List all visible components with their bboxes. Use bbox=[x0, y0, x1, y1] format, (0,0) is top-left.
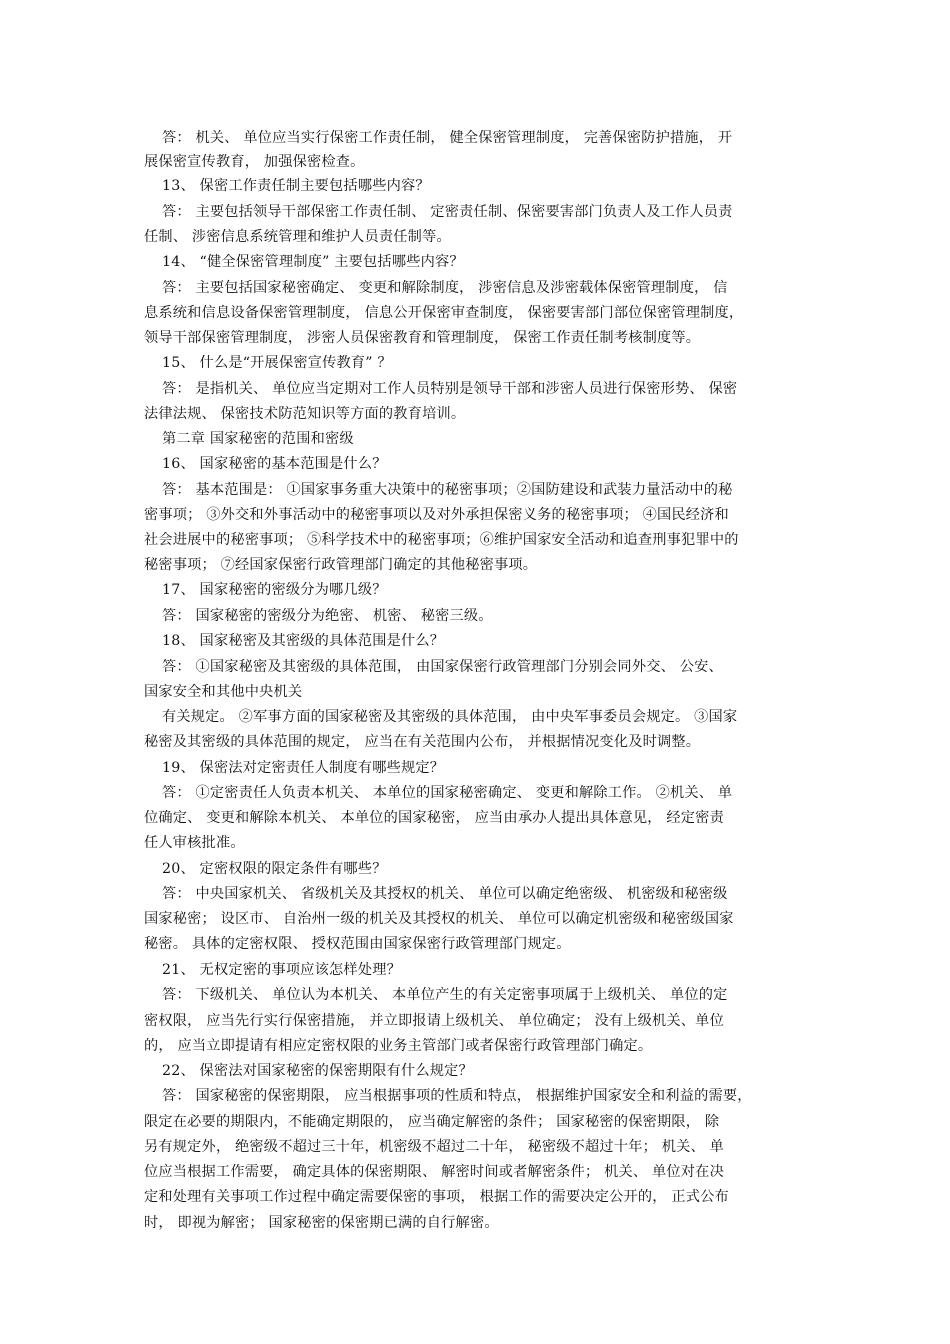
text-line: 时， 即视为解密； 国家秘密的保密期已满的自行解密。 bbox=[144, 1215, 499, 1231]
text-line: 秘密。 具体的定密权限、 授权范围由国家保密行政管理部门规定。 bbox=[144, 936, 571, 952]
text-line: 答： 中央国家机关、 省级机关及其授权的机关、 单位可以确定绝密级、 机密级和秘密级 bbox=[162, 886, 728, 902]
text-line: 21、 无权定密的事项应该怎样处理？ bbox=[162, 962, 401, 978]
text-line: 答： 机关、 单位应当实行保密工作责任制， 健全保密管理制度， 完善保密防护措施， 开 bbox=[162, 130, 733, 146]
text-line: 22、 保密法对国家秘密的保密期限有什么规定？ bbox=[162, 1063, 473, 1079]
text-line: 的， 应当立即提请有相应定密权限的业务主管部门或者保密行政管理部门确定。 bbox=[144, 1038, 653, 1054]
text-line: 位应当根据工作需要， 确定具体的保密期限、 解密时间或者解密条件； 机关、 单位对在决 bbox=[144, 1164, 724, 1180]
text-line: 答： 国家秘密的保密期限， 应当根据事项的性质和特点， 根据维护国家安全和利益的需要， bbox=[162, 1088, 752, 1104]
text-line: 法律法规、 保密技术防范知识等方面的教育培训。 bbox=[144, 406, 466, 422]
text-line: 13、 保密工作责任制主要包括哪些内容？ bbox=[162, 178, 430, 194]
text-line: 社会进展中的秘密事项； ⑤科学技术中的秘密事项；⑥维护国家安全活动和追查刑事犯罪中的 bbox=[144, 532, 739, 548]
text-line: 任制、 涉密信息系统管理和维护人员责任制等。 bbox=[144, 229, 451, 245]
text-line: 答： 下级机关、 单位认为本机关、 本单位产生的有关定密事项属于上级机关、 单位的定 bbox=[162, 987, 728, 1003]
text-line: 答： 是指机关、 单位应当定期对工作人员特别是领导干部和涉密人员进行保密形势、 保密 bbox=[162, 381, 738, 397]
text-line: 位确定、 变更和解除本机关、 本单位的国家秘密， 应当由承办人提出具体意见， 经定密责 bbox=[144, 810, 724, 826]
text-line: 密权限， 应当先行实行保密措施， 并立即报请上级机关、 单位确定； 没有上级机关、单位 bbox=[144, 1013, 724, 1029]
text-line: 任人审核批准。 bbox=[144, 835, 245, 851]
text-line: 展保密宣传教育， 加强保密检查。 bbox=[144, 154, 365, 170]
text-line: 答： ①国家秘密及其密级的具体范围， 由国家保密行政管理部门分别会同外交、 公安、 bbox=[162, 659, 723, 675]
text-line: 第二章 国家秘密的范围和密级 bbox=[162, 431, 354, 447]
text-line: 限定在必要的期限内，不能确定期限的， 应当确定解密的条件； 国家秘密的保密期限， 除 bbox=[144, 1114, 720, 1130]
text-line: 17、 国家秘密的密级分为哪几级？ bbox=[162, 582, 387, 598]
text-line: 18、 国家秘密及其密级的具体范围是什么？ bbox=[162, 633, 445, 649]
text-line: 20、 定密权限的限定条件有哪些？ bbox=[162, 861, 387, 877]
text-line: 15、 什么是“开展保密宣传教育” ？ bbox=[162, 355, 392, 371]
text-line: 息系统和信息设备保密管理制度， 信息公开保密审查制度， 保密要害部门部位保密管理制度， bbox=[144, 305, 744, 321]
text-line: 答： 主要包括国家秘密确定、 变更和解除制度， 涉密信息及涉密载体保密管理制度， 信 bbox=[162, 280, 728, 296]
text-line: 答： 基本范围是： ①国家事务重大决策中的秘密事项；②国防建设和武装力量活动中的秘 bbox=[162, 482, 733, 498]
text-line: 另有规定外， 绝密级不超过三十年，机密级不超过二十年， 秘密级不超过十年； 机关、 单 bbox=[144, 1139, 724, 1155]
text-line: 秘密事项； ⑦经国家保密行政管理部门确定的其他秘密事项。 bbox=[144, 557, 538, 573]
text-line: 领导干部保密管理制度， 涉密人员保密教育和管理制度， 保密工作责任制考核制度等。 bbox=[144, 330, 701, 346]
text-line: 国家安全和其他中央机关 bbox=[144, 684, 303, 700]
text-line: 定和处理有关事项工作过程中确定需要保密的事项， 根据工作的需要决定公开的， 正式公布 bbox=[144, 1189, 729, 1205]
text-line: 秘密及其密级的具体范围的规定， 应当在有关范围内公布， 并根据情况变化及时调整。 bbox=[144, 734, 701, 750]
text-line: 19、 保密法对定密责任人制度有哪些规定？ bbox=[162, 760, 445, 776]
text-line: 国家秘密； 设区市、 自治州一级的机关及其授权的机关、 单位可以确定机密级和秘密级国家 bbox=[144, 911, 734, 927]
text-line: 密事项； ③外交和外事活动中的秘密事项以及对外承担保密义务的秘密事项； ④国民经济和 bbox=[144, 507, 729, 523]
text-line: 答： 主要包括领导干部保密工作责任制、 定密责任制、保密要害部门负责人及工作人员责 bbox=[162, 204, 733, 220]
text-line: 有关规定。 ②军事方面的国家秘密及其密级的具体范围， 由中央军事委员会规定。 ③国家 bbox=[162, 709, 738, 725]
text-line: 答： ①定密责任人负责本机关、 本单位的国家秘密确定、 变更和解除工作。 ②机关、 单 bbox=[162, 785, 733, 801]
text-line: 答： 国家秘密的密级分为绝密、 机密、 秘密三级。 bbox=[162, 608, 493, 624]
text-line: 14、 “健全保密管理制度” 主要包括哪些内容？ bbox=[162, 254, 464, 270]
text-line: 16、 国家秘密的基本范围是什么？ bbox=[162, 456, 387, 472]
